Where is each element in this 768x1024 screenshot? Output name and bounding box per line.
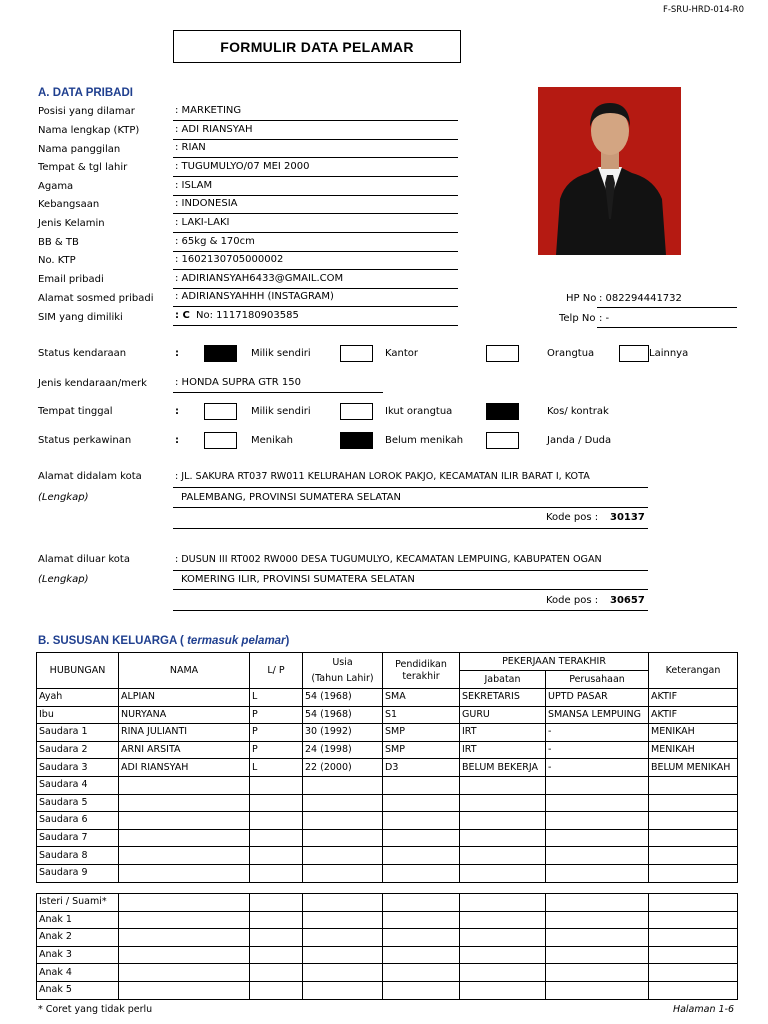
hp-label: HP No [566, 293, 597, 304]
cell-hubungan: Anak 4 [37, 964, 119, 982]
table-row [37, 964, 738, 982]
cell-nama: ADI RIANSYAH [119, 759, 250, 777]
cell-jabatan: BELUM BEKERJA [460, 759, 546, 777]
field-value-sosmed: : ADIRIANSYAHHH (INSTAGRAM) [175, 291, 334, 302]
cell-pendidikan [383, 946, 460, 964]
cell-hubungan: Saudara 2 [37, 741, 119, 759]
header-pekerjaan: PEKERJAAN TERAKHIR [460, 653, 649, 671]
cell-keterangan [649, 847, 738, 865]
table-row [37, 911, 738, 929]
cell-keterangan [649, 776, 738, 794]
cell-perusahaan [546, 829, 649, 847]
header-jabatan: Jabatan [460, 671, 546, 689]
cell-perusahaan: - [546, 741, 649, 759]
checkbox-kendaraan-kantor[interactable] [340, 345, 373, 362]
option-kendaraan-kantor: Kantor [385, 348, 418, 359]
cell-pendidikan [383, 964, 460, 982]
cell-pendidikan [383, 829, 460, 847]
cell-pendidikan [383, 847, 460, 865]
cell-pendidikan [383, 776, 460, 794]
header-hubungan: HUBUNGAN [37, 653, 119, 689]
cell-pendidikan [383, 812, 460, 830]
cell-pendidikan: SMA [383, 689, 460, 707]
field-label-posisi: Posisi yang dilamar [38, 106, 135, 117]
field-value-sim-type: : C [175, 310, 190, 321]
cell-hubungan: Saudara 7 [37, 829, 119, 847]
cell-nama [119, 864, 250, 882]
document-code: F-SRU-HRD-014-R0 [662, 5, 744, 15]
cell-keterangan [649, 812, 738, 830]
cell-keterangan: AKTIF [649, 706, 738, 724]
cell-usia [303, 929, 383, 947]
cell-nama [119, 847, 250, 865]
cell-jabatan: IRT [460, 741, 546, 759]
field-value-agama: : ISLAM [175, 180, 213, 191]
cell-lp [250, 864, 303, 882]
field-value-nama-panggilan: : RIAN [175, 142, 206, 153]
cell-lp [250, 964, 303, 982]
cell-hubungan: Anak 3 [37, 946, 119, 964]
option-kendaraan-lainnya: Lainnya [649, 348, 689, 359]
cell-nama [119, 981, 250, 999]
cell-perusahaan [546, 776, 649, 794]
cell-nama [119, 929, 250, 947]
cell-usia [303, 894, 383, 912]
cell-pendidikan: SMP [383, 741, 460, 759]
telp-label: Telp No [559, 313, 596, 324]
jenis-kendaraan-value: : HONDA SUPRA GTR 150 [175, 377, 301, 388]
cell-jabatan [460, 812, 546, 830]
option-tinggal-ikut-orangtua: Ikut orangtua [385, 406, 453, 417]
field-value-sim-number: No: 1117180903585 [196, 310, 299, 321]
header-usia-label: Usia [332, 656, 353, 668]
cell-hubungan: Anak 5 [37, 981, 119, 999]
cell-nama: RINA JULIANTI [119, 724, 250, 742]
header-usia [303, 653, 383, 689]
checkbox-kendaraan-milik-sendiri[interactable] [204, 345, 237, 362]
table-row [37, 759, 738, 777]
cell-hubungan: Saudara 9 [37, 864, 119, 882]
tempat-tinggal-label: Tempat tinggal [38, 406, 113, 417]
cell-usia [303, 864, 383, 882]
cell-perusahaan: SMANSA LEMPUING [546, 706, 649, 724]
cell-usia [303, 829, 383, 847]
header-lp: L/ P [250, 653, 303, 689]
cell-lp [250, 911, 303, 929]
field-label-sosmed: Alamat sosmed pribadi [38, 293, 154, 304]
applicant-photo [538, 87, 681, 255]
table-row [37, 981, 738, 999]
cell-nama [119, 894, 250, 912]
cell-pendidikan [383, 794, 460, 812]
field-value-bb-tb: : 65kg & 170cm [175, 236, 255, 247]
cell-perusahaan [546, 946, 649, 964]
cell-nama [119, 946, 250, 964]
table-row [37, 929, 738, 947]
person-silhouette-icon [538, 87, 681, 255]
cell-perusahaan: - [546, 724, 649, 742]
table-row [37, 741, 738, 759]
field-value-kebangsaan: : INDONESIA [175, 198, 238, 209]
cell-hubungan: Anak 1 [37, 911, 119, 929]
option-perkawinan-janda-duda: Janda / Duda [547, 435, 612, 446]
cell-lp [250, 981, 303, 999]
field-value-posisi: : MARKETING [175, 105, 242, 116]
alamat-dalam-line2: PALEMBANG, PROVINSI SUMATERA SELATAN [181, 492, 401, 503]
cell-perusahaan [546, 964, 649, 982]
status-kendaraan-label: Status kendaraan [38, 348, 127, 359]
alamat-luar-sublabel: (Lengkap) [38, 574, 89, 585]
cell-hubungan: Saudara 6 [37, 812, 119, 830]
cell-usia [303, 812, 383, 830]
cell-nama [119, 776, 250, 794]
section-b-heading-suffix: ) [285, 635, 290, 647]
status-perkawinan-colon: : [175, 435, 179, 446]
cell-pendidikan: D3 [383, 759, 460, 777]
tempat-tinggal-colon: : [175, 406, 179, 417]
cell-jabatan [460, 829, 546, 847]
cell-keterangan: MENIKAH [649, 724, 738, 742]
cell-keterangan [649, 911, 738, 929]
alamat-dalam-label: Alamat didalam kota [38, 471, 142, 482]
field-label-tempat-tgl-lahir: Tempat & tgl lahir [38, 162, 128, 173]
cell-usia [303, 911, 383, 929]
kodepos-dalam-label: Kode pos : [546, 512, 599, 523]
cell-keterangan [649, 894, 738, 912]
field-label-nama-panggilan: Nama panggilan [38, 144, 121, 155]
cell-perusahaan [546, 981, 649, 999]
cell-jabatan [460, 864, 546, 882]
cell-keterangan [649, 946, 738, 964]
field-label-jenis-kelamin: Jenis Kelamin [38, 218, 105, 229]
cell-pendidikan [383, 911, 460, 929]
alamat-luar-line2: KOMERING ILIR, PROVINSI SUMATERA SELATAN [181, 574, 415, 585]
alamat-luar-line1: : DUSUN III RT002 RW000 DESA TUGUMULYO, KECAMATAN LEMPUING, KABUPATEN OGAN [175, 554, 602, 565]
cell-hubungan: Saudara 5 [37, 794, 119, 812]
cell-nama: ALPIAN [119, 689, 250, 707]
table-row [37, 724, 738, 742]
field-value-nama-lengkap: : ADI RIANSYAH [175, 124, 253, 135]
cell-pendidikan [383, 929, 460, 947]
table-row [37, 812, 738, 830]
cell-hubungan: Saudara 3 [37, 759, 119, 777]
cell-pendidikan [383, 981, 460, 999]
cell-usia: 54 (1968) [303, 706, 383, 724]
field-value-jenis-kelamin: : LAKI-LAKI [175, 217, 230, 228]
cell-jabatan [460, 847, 546, 865]
cell-nama [119, 911, 250, 929]
cell-perusahaan [546, 911, 649, 929]
cell-lp: P [250, 706, 303, 724]
cell-jabatan [460, 911, 546, 929]
cell-lp [250, 794, 303, 812]
cell-hubungan: Saudara 8 [37, 847, 119, 865]
cell-hubungan: Saudara 1 [37, 724, 119, 742]
option-perkawinan-menikah: Menikah [251, 435, 293, 446]
cell-jabatan [460, 894, 546, 912]
checkbox-tinggal-ikut-orangtua[interactable] [340, 403, 373, 420]
cell-jabatan: GURU [460, 706, 546, 724]
cell-lp: P [250, 724, 303, 742]
option-tinggal-milik-sendiri: Milik sendiri [251, 406, 311, 417]
field-value-email: : ADIRIANSYAH6433@GMAIL.COM [175, 273, 344, 284]
header-keterangan: Keterangan [649, 653, 738, 689]
cell-keterangan [649, 794, 738, 812]
field-label-kebangsaan: Kebangsaan [38, 199, 100, 210]
cell-lp [250, 812, 303, 830]
cell-nama [119, 794, 250, 812]
cell-usia [303, 981, 383, 999]
cell-hubungan: Saudara 4 [37, 776, 119, 794]
section-b-heading [38, 635, 289, 647]
cell-jabatan [460, 981, 546, 999]
cell-nama [119, 829, 250, 847]
cell-usia [303, 847, 383, 865]
cell-nama [119, 964, 250, 982]
option-tinggal-kos-kontrak: Kos/ kontrak [547, 406, 609, 417]
section-a-heading: A. DATA PRIBADI [38, 87, 133, 99]
cell-hubungan: Ayah [37, 689, 119, 707]
alamat-dalam-sublabel: (Lengkap) [38, 492, 89, 503]
table-row [37, 946, 738, 964]
field-label-email: Email pribadi [38, 274, 104, 285]
field-value-no-ktp: : 1602130705000002 [175, 254, 284, 265]
field-label-no-ktp: No. KTP [38, 255, 76, 266]
jenis-kendaraan-label: Jenis kendaraan/merk [38, 378, 147, 389]
kodepos-luar-value: 30657 [610, 595, 645, 606]
header-pendidikan: Pendidikan terakhir [383, 653, 460, 689]
cell-perusahaan [546, 847, 649, 865]
table-row [37, 776, 738, 794]
cell-pendidikan: SMP [383, 724, 460, 742]
cell-lp: L [250, 759, 303, 777]
alamat-luar-label: Alamat diluar kota [38, 554, 130, 565]
table-row [37, 794, 738, 812]
cell-usia [303, 964, 383, 982]
checkbox-kendaraan-orangtua[interactable] [486, 345, 519, 362]
section-b-heading-prefix: B. SUSUSAN KELUARGA ( [38, 635, 188, 647]
checkbox-tinggal-milik-sendiri[interactable] [204, 403, 237, 420]
cell-perusahaan: UPTD PASAR [546, 689, 649, 707]
cell-keterangan [649, 829, 738, 847]
header-perusahaan: Perusahaan [546, 671, 649, 689]
checkbox-kendaraan-lainnya[interactable] [619, 345, 649, 362]
checkbox-perkawinan-menikah[interactable] [204, 432, 237, 449]
cell-keterangan: BELUM MENIKAH [649, 759, 738, 777]
cell-jabatan [460, 964, 546, 982]
footnote: * Coret yang tidak perlu [38, 1004, 153, 1015]
cell-usia [303, 946, 383, 964]
cell-lp [250, 894, 303, 912]
cell-lp [250, 946, 303, 964]
cell-jabatan [460, 776, 546, 794]
cell-lp: P [250, 741, 303, 759]
cell-nama [119, 812, 250, 830]
cell-keterangan [649, 981, 738, 999]
checkbox-perkawinan-janda-duda[interactable] [486, 432, 519, 449]
cell-keterangan: MENIKAH [649, 741, 738, 759]
checkbox-perkawinan-belum-menikah[interactable] [340, 432, 373, 449]
cell-pendidikan [383, 894, 460, 912]
option-kendaraan-milik-sendiri: Milik sendiri [251, 348, 311, 359]
cell-lp [250, 829, 303, 847]
status-perkawinan-label: Status perkawinan [38, 435, 132, 446]
form-title-box [173, 30, 461, 63]
cell-jabatan [460, 946, 546, 964]
cell-jabatan: IRT [460, 724, 546, 742]
cell-lp [250, 929, 303, 947]
cell-usia: 54 (1968) [303, 689, 383, 707]
cell-keterangan [649, 864, 738, 882]
cell-lp [250, 847, 303, 865]
option-kendaraan-orangtua: Orangtua [547, 348, 595, 359]
table-row [37, 894, 738, 912]
cell-jabatan [460, 929, 546, 947]
cell-keterangan [649, 929, 738, 947]
cell-hubungan: Isteri / Suami* [37, 894, 119, 912]
cell-perusahaan [546, 812, 649, 830]
cell-hubungan: Anak 2 [37, 929, 119, 947]
cell-keterangan [649, 964, 738, 982]
kodepos-dalam-value: 30137 [610, 512, 645, 523]
cell-keterangan: AKTIF [649, 689, 738, 707]
field-value-tempat-tgl-lahir: : TUGUMULYO/07 MEI 2000 [175, 161, 310, 172]
cell-nama: NURYANA [119, 706, 250, 724]
cell-jabatan [460, 794, 546, 812]
form-title: FORMULIR DATA PELAMAR [220, 38, 414, 55]
cell-lp [250, 776, 303, 794]
hp-value: : 082294441732 [599, 293, 682, 304]
option-perkawinan-belum-menikah: Belum menikah [385, 435, 464, 446]
header-usia-sub: (Tahun Lahir) [311, 672, 374, 684]
family-table [36, 652, 738, 883]
page-number: Halaman 1-6 [672, 1004, 734, 1015]
cell-usia [303, 794, 383, 812]
field-label-bb-tb: BB & TB [38, 237, 79, 248]
alamat-dalam-line1: : JL. SAKURA RT037 RW011 KELURAHAN LOROK PAKJO, KECAMATAN ILIR BARAT I, KOTA [175, 471, 590, 482]
checkbox-tinggal-kos-kontrak[interactable] [486, 403, 519, 420]
cell-perusahaan [546, 894, 649, 912]
cell-perusahaan: - [546, 759, 649, 777]
cell-perusahaan [546, 929, 649, 947]
cell-usia [303, 776, 383, 794]
family-table-spouse-children [36, 893, 738, 1000]
kodepos-luar-label: Kode pos : [546, 595, 599, 606]
field-label-sim: SIM yang dimiliki [38, 312, 123, 323]
status-kendaraan-colon: : [175, 348, 179, 359]
table-row [37, 864, 738, 882]
cell-usia: 30 (1992) [303, 724, 383, 742]
cell-perusahaan [546, 794, 649, 812]
cell-usia: 22 (2000) [303, 759, 383, 777]
cell-lp: L [250, 689, 303, 707]
header-nama: NAMA [119, 653, 250, 689]
section-b-heading-italic: termasuk pelamar [187, 635, 286, 647]
table-row [37, 689, 738, 707]
table-row [37, 847, 738, 865]
field-label-agama: Agama [38, 181, 74, 192]
cell-nama: ARNI ARSITA [119, 741, 250, 759]
cell-pendidikan [383, 864, 460, 882]
cell-hubungan: Ibu [37, 706, 119, 724]
cell-perusahaan [546, 864, 649, 882]
table-row [37, 706, 738, 724]
field-label-nama-lengkap: Nama lengkap (KTP) [38, 125, 140, 136]
cell-pendidikan: S1 [383, 706, 460, 724]
cell-jabatan: SEKRETARIS [460, 689, 546, 707]
table-row [37, 829, 738, 847]
telp-value: : - [599, 313, 610, 324]
cell-usia: 24 (1998) [303, 741, 383, 759]
